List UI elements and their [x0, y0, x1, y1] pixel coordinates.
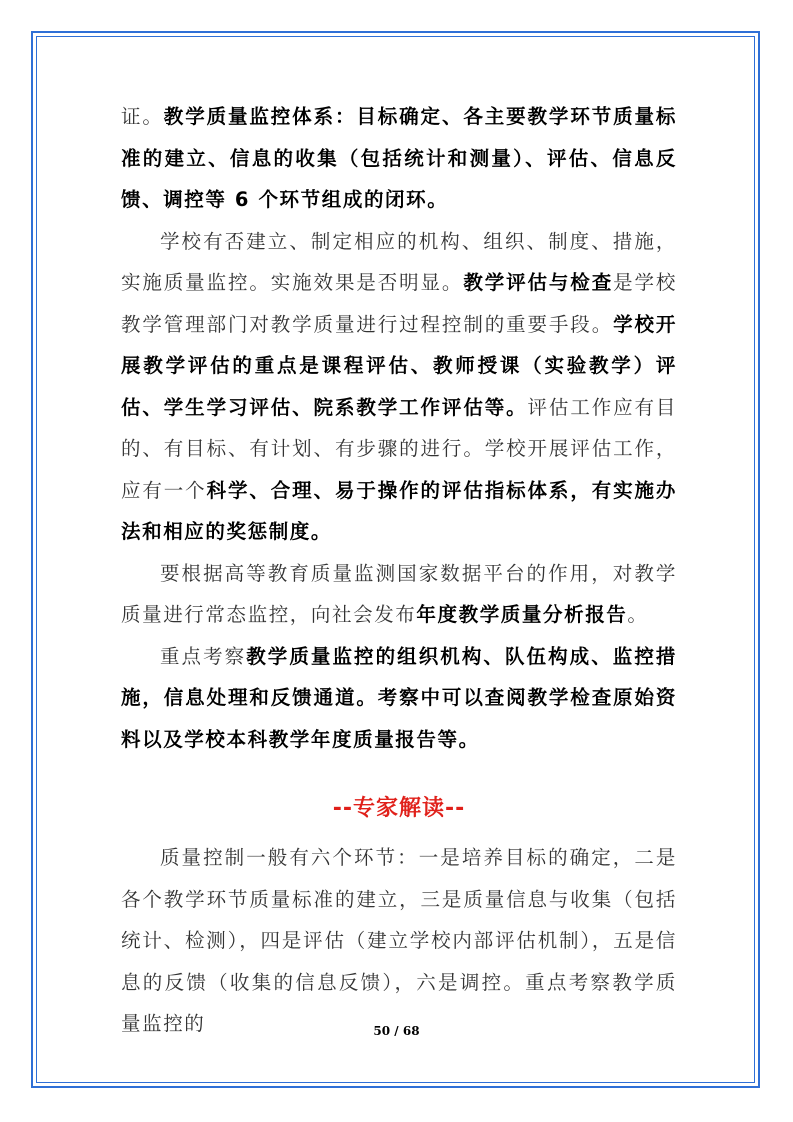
paragraph-3	[121, 553, 677, 636]
paragraph-2-text-b: 是学校教学管理部门对教学质量进行过程控制的重要手段。	[121, 271, 677, 336]
page-number: 50 / 68	[373, 1024, 420, 1038]
document-body	[121, 96, 677, 1045]
paragraph-4-bold: 教学质量监控的组织机构、队伍构成、监控措施，信息处理和反馈通道。考察中可以查阅教学检查原始资料以及学校本科教学年度质量报告等。	[121, 644, 677, 751]
paragraph-4	[121, 636, 677, 761]
paragraph-3-bold: 年度教学质量分析报告	[416, 603, 628, 626]
paragraph-2-bold-c: 科学、合理、易于操作的评估指标体系，有实施办法和相应的奖惩制度。	[121, 478, 678, 543]
paragraph-1-text: 证。	[121, 105, 164, 128]
section-heading: --专家解读--	[332, 796, 466, 821]
paragraph-2-bold-b: 学校开展教学评估的重点是课程评估、教师授课（实验教学）评估、学生学习评估、院系教学工作评估等。	[121, 312, 677, 419]
paragraph-1	[121, 96, 677, 221]
paragraph-4-text: 重点考察	[160, 644, 247, 668]
paragraph-2-text-c: 评估工作应有目的、有目标、有计划、有步骤的进行。学校开展评估工作，应有一个	[121, 395, 678, 502]
paragraph-5: 质量控制一般有六个环节：一是培养目标的确定，二是各个教学环节质量标准的建立，三是质量信息与收集（包括统计、检测），四是评估（建立学校内部评估机制），五是信息的反馈（收集的信息反馈），六是调控。重点考察教学质量监控的	[121, 846, 677, 1035]
paragraph-2-bold-a: 教学评估与检查	[463, 271, 614, 294]
paragraph-1-bold: 教学质量监控体系：目标确定、各主要教学环节质量标准的建立、信息的收集（包括统计和测量）、评估、信息反馈、调控等 6 个环节组成的闭环。	[121, 105, 677, 211]
paragraph-2-text-a: 学校有否建立、制定相应的机构、组织、制度、措施， 实施质量监控。实施效果是否明显。	[121, 229, 677, 294]
paragraph-2	[121, 221, 677, 553]
paragraph-3-text-b: 。	[627, 603, 649, 626]
paragraph-3-text-a: 要根据高等教育质量监测国家数据平台的作用，对教学质量进行常态监控，向社会发布	[121, 561, 677, 626]
